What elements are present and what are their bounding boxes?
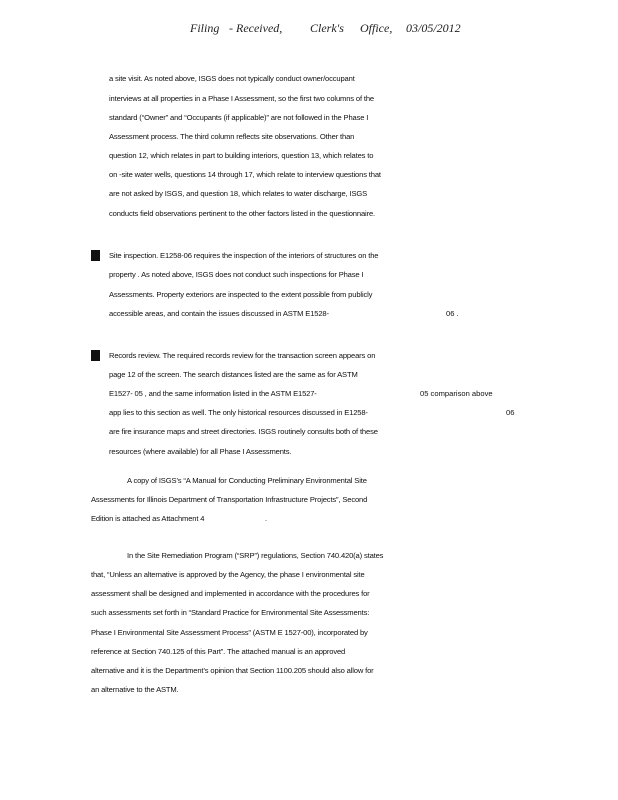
text-fragment: 06 bbox=[506, 408, 515, 417]
text-line: alternative and it is the Department’s opinion that Section 1100.205 should also allow for bbox=[91, 666, 374, 675]
text-line: Records review. The required records review for the transaction screen appears on bbox=[109, 351, 376, 360]
text-line: an alternative to the ASTM. bbox=[91, 685, 179, 694]
text-line: Assessment process. The third column reflects site observations. Other than bbox=[109, 132, 355, 141]
text-line: Site inspection. E1258-06 requires the inspection of the interiors of structures on the bbox=[109, 251, 379, 260]
text-line: question 12, which relates in part to building interiors, question 13, which relates to bbox=[109, 151, 374, 160]
text-line: such assessments set forth in “Standard Practice for Environmental Site Assessments: bbox=[91, 608, 370, 617]
bullet-square-icon bbox=[91, 350, 100, 361]
text-line: property . As noted above, ISGS does not conduct such inspections for Phase I bbox=[109, 270, 364, 279]
text-line: Assessments for Illinois Department of Transportation Infrastructure Projects”, Second bbox=[91, 495, 368, 504]
text-fragment: 05 comparison above bbox=[420, 389, 493, 398]
text-line: Assessments. Property exteriors are inspected to the extent possible from publicly bbox=[109, 290, 373, 299]
text-line: resources (where available) for all Phase I Assessments. bbox=[109, 447, 292, 456]
text-line: conducts field observations pertinent to the other factors listed in the questionnaire. bbox=[109, 209, 375, 218]
text-line: that, “Unless an alternative is approved by the Agency, the phase I environmental site bbox=[91, 570, 365, 579]
text-line: standard (“Owner” and “Occupants (if applicable)” are not followed in the Phase I bbox=[109, 113, 369, 122]
text-line: are not asked by ISGS, and question 18, which relates to water discharge, ISGS bbox=[109, 189, 368, 198]
text-line: E1527- 05 , and the same information listed in the ASTM E1527- bbox=[109, 389, 317, 398]
filing-header bbox=[0, 21, 618, 37]
header-date: 03/05/2012 bbox=[406, 21, 461, 35]
text-line: Edition is attached as Attachment 4 bbox=[91, 514, 205, 523]
text-line: a site visit. As noted above, ISGS does not typically conduct owner/occupant bbox=[109, 74, 355, 83]
text-line: Phase I Environmental Site Assessment Process” (ASTM E 1527-00), incorporated by bbox=[91, 628, 368, 637]
text-line: assessment shall be designed and implemented in accordance with the procedures for bbox=[91, 589, 370, 598]
text-line: In the Site Remediation Program (“SRP”) regulations, Section 740.420(a) states bbox=[127, 551, 384, 560]
text-line: reference at Section 740.125 of this Part”. The attached manual is an approved bbox=[91, 647, 346, 656]
header-filing: Filing bbox=[190, 21, 220, 35]
header-received: - Received, bbox=[229, 21, 283, 35]
text-line: on -site water wells, questions 14 through 17, which relate to interview questions that bbox=[109, 170, 381, 179]
text-line: page 12 of the screen. The search distances listed are the same as for ASTM bbox=[109, 370, 358, 379]
text-fragment: . bbox=[265, 514, 268, 523]
header-office: Office, bbox=[360, 21, 393, 35]
text-line: A copy of ISGS’s “A Manual for Conducting Preliminary Environmental Site bbox=[127, 476, 367, 485]
text-line: accessible areas, and contain the issues discussed in ASTM E1528- bbox=[109, 309, 329, 318]
text-fragment: 06 . bbox=[446, 309, 459, 318]
header-clerks: Clerk's bbox=[310, 21, 344, 35]
text-line: are fire insurance maps and street directories. ISGS routinely consults both of these bbox=[109, 427, 378, 436]
text-line: interviews at all properties in a Phase I Assessment, so the first two columns of the bbox=[109, 94, 374, 103]
bullet-square-icon bbox=[91, 250, 100, 261]
text-line: app lies to this section as well. The only historical resources discussed in E1258- bbox=[109, 408, 368, 417]
